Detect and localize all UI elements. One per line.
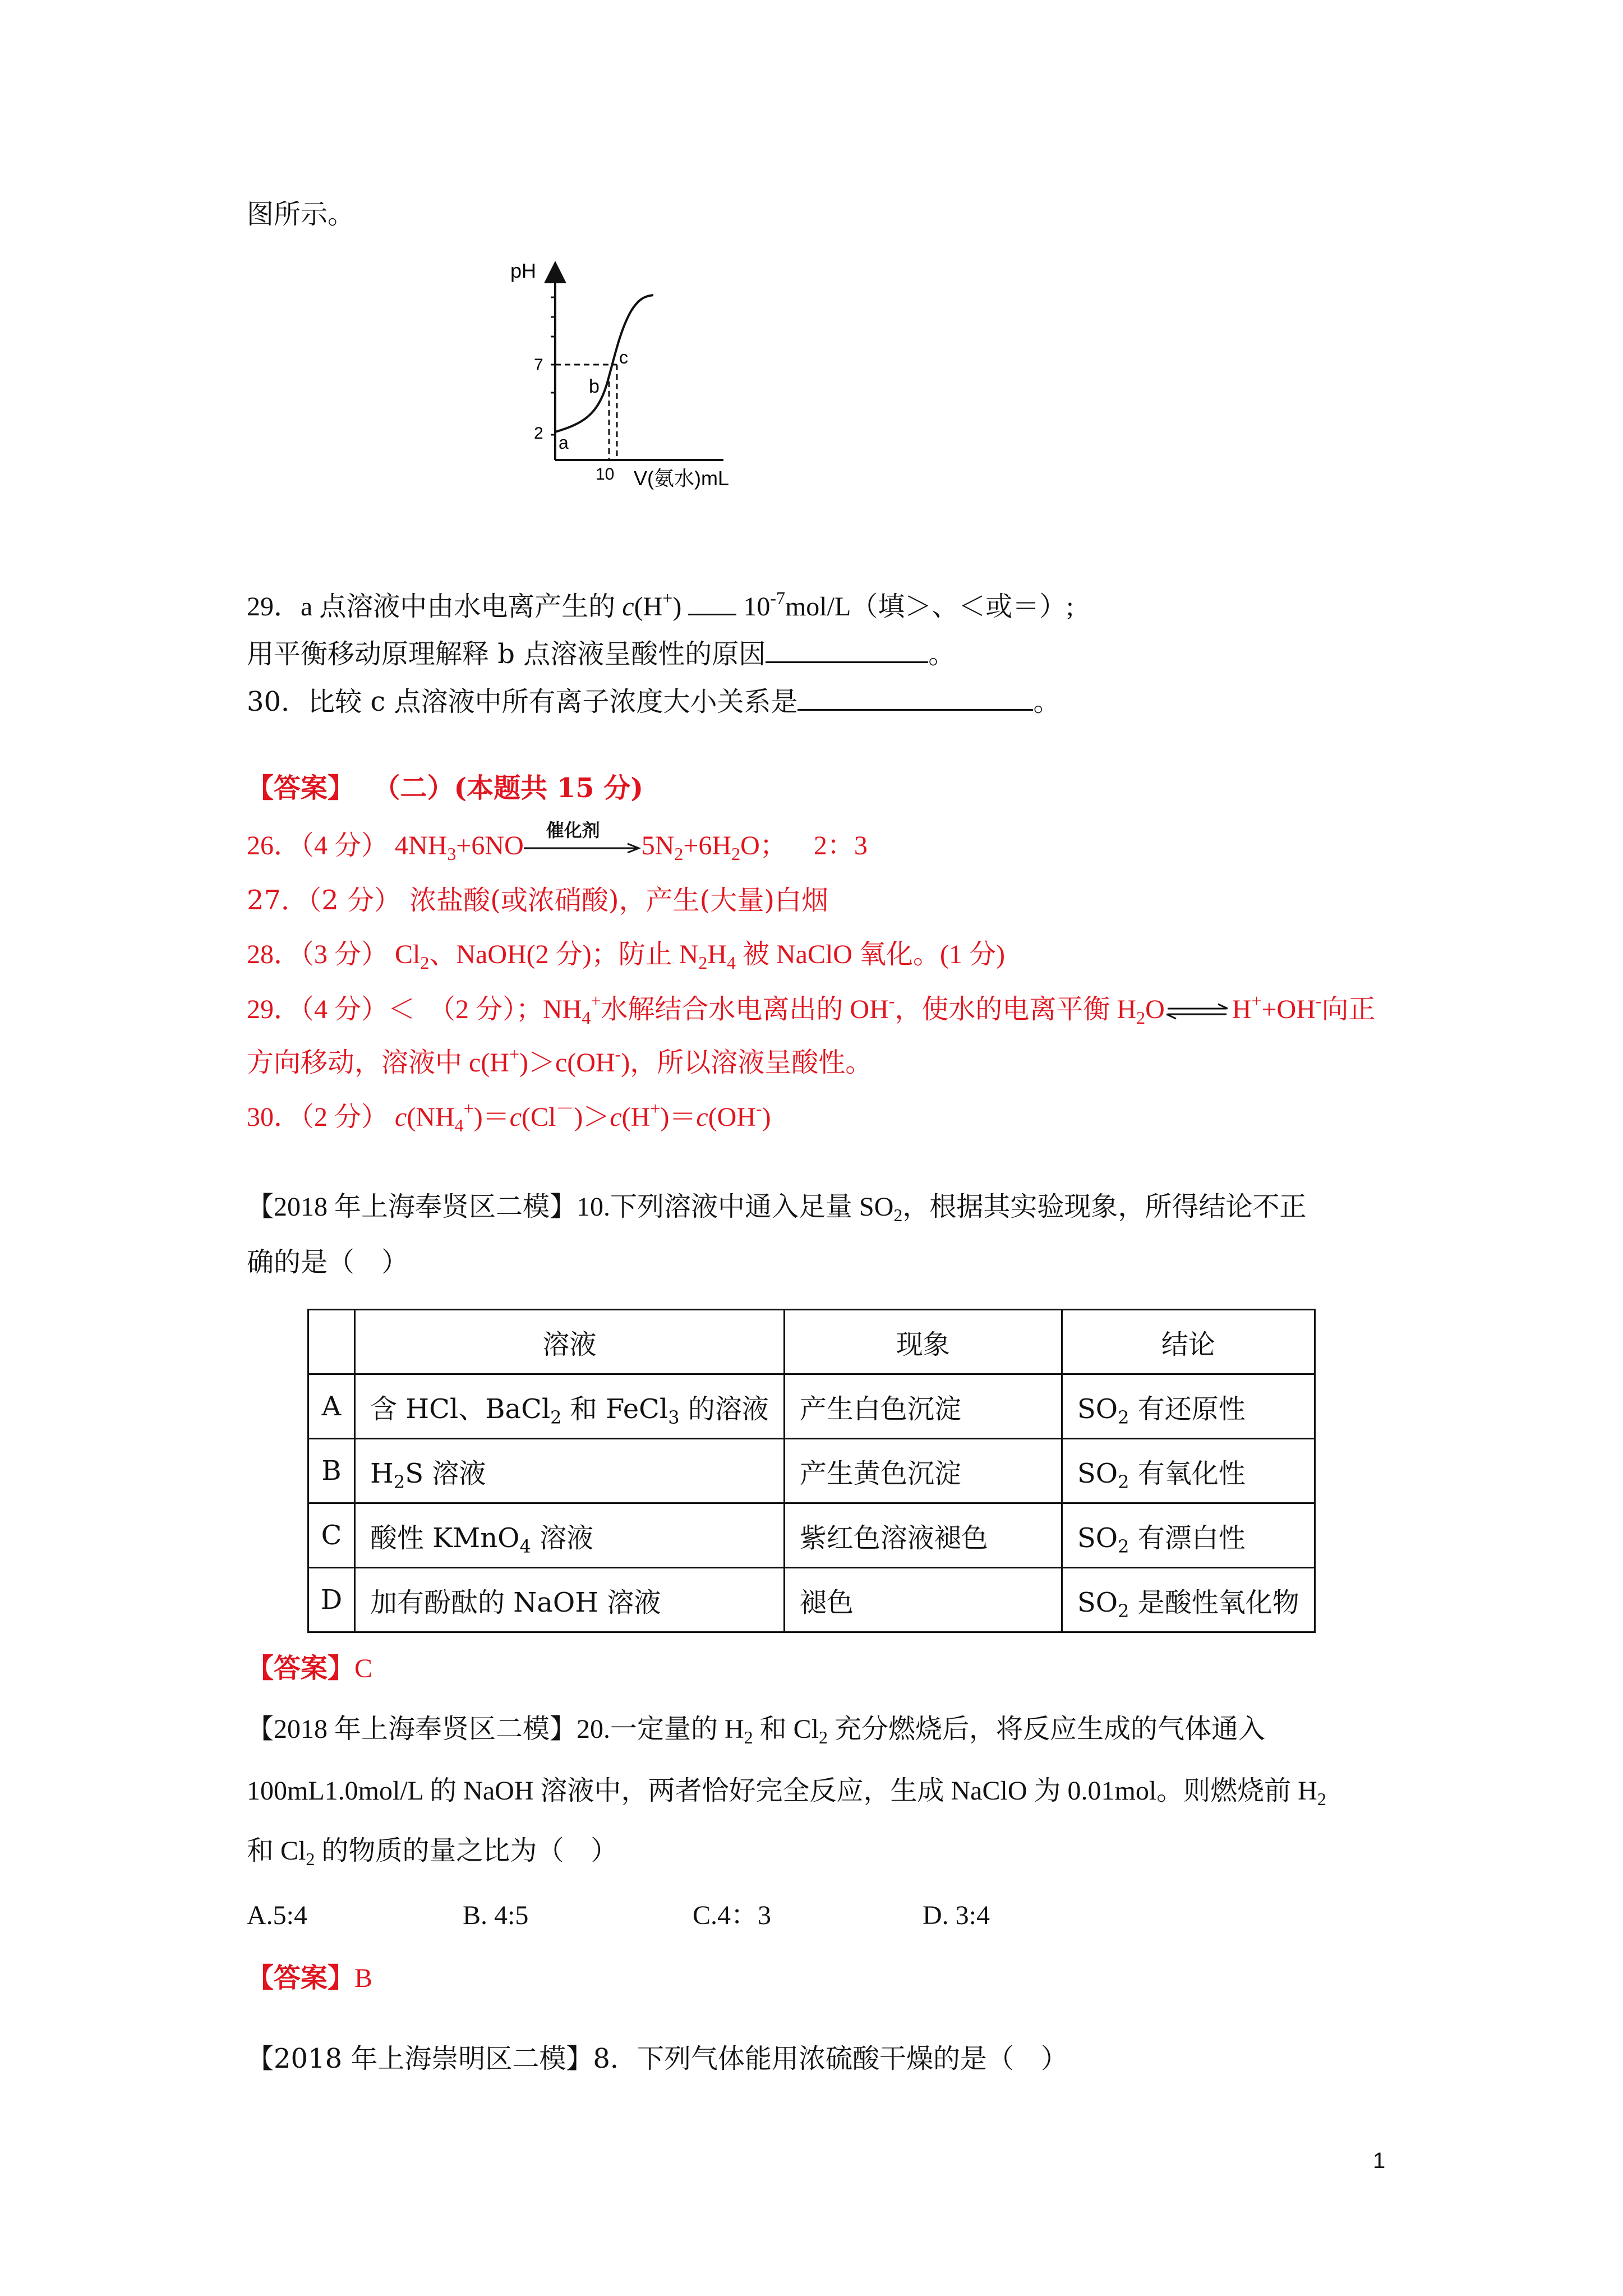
question-30: 30．比较 c 点溶液中所有离子浓度大小关系是 。 bbox=[247, 684, 1061, 719]
table-header-cell bbox=[308, 1310, 355, 1374]
answer-blank[interactable] bbox=[766, 637, 928, 663]
question-10-line2: 确的是（ ） bbox=[247, 1246, 409, 1278]
tick-label-7: 7 bbox=[534, 356, 543, 374]
answer-29-line2: 方向移动，溶液中 c(H+)＞c(OH-)，所以溶液呈酸性。 bbox=[247, 1044, 873, 1078]
answer-28: 28．（3 分） $Cl_2$、NaOH(2 分)；防止 $N_2H_4$ 被 NaClO 氧化。(1 分) bbox=[247, 940, 1005, 973]
answer-27: 27．（2 分） 浓盐酸(或浓硝酸)，产生(大量)白烟 bbox=[247, 885, 829, 916]
question-20-line1: 【2018 年上海奉贤区二模】20.一定量的 $H_2$ 和 $Cl_2$ 充分燃烧后，将反应生成的气体通入 bbox=[247, 1714, 1266, 1747]
titration-graph bbox=[499, 252, 763, 499]
question-8: 【2018 年上海崇明区二模】8．下列气体能用浓硫酸干燥的是（ ） bbox=[247, 2043, 1068, 2074]
option-d: D. 3:4 bbox=[923, 1901, 990, 1930]
table-header-cell: 结论 bbox=[1062, 1310, 1315, 1374]
table-row: C 酸性 KMnO$_4$ 溶液 紫红色溶液褪色 $SO_2$ 有漂白性 bbox=[308, 1503, 1315, 1568]
answer-blank[interactable] bbox=[688, 589, 736, 615]
table-header-cell: 溶液 bbox=[355, 1310, 785, 1374]
question-20-line2: 100mL1.0mol/L 的 NaOH 溶液中，两者恰好完全反应，生成 NaClO 为 0.01mol。则燃烧前 $H_2$ bbox=[247, 1776, 1326, 1809]
catalyst-arrow: 催化剂 bbox=[524, 837, 642, 859]
option-a: A.5:4 bbox=[247, 1901, 307, 1930]
option-c: C.4：3 bbox=[693, 1901, 772, 1930]
answer-q20: 【答案】B bbox=[247, 1963, 373, 1993]
answer-header: 【答案】 （二）(本题共 15 分) bbox=[247, 772, 644, 804]
experiment-table bbox=[307, 1309, 1316, 1633]
question-20-line3: 和 $Cl_2$ 的物质的量之比为（ ） bbox=[247, 1836, 618, 1869]
answer-30: 30．（2 分） $c(NH_4^+)=c(Cl^-)>c(H^+)=c(OH^-)$ bbox=[247, 1098, 771, 1135]
option-b: B. 4:5 bbox=[463, 1901, 529, 1930]
answer-blank[interactable] bbox=[797, 684, 1033, 711]
equilibrium-arrow bbox=[1165, 1001, 1232, 1023]
answer-26: 26．（4 分） $4NH_3+6NO$ 催化剂 $5N_2+6H_2O$； 2：3 bbox=[247, 819, 868, 864]
page-number: 1 bbox=[1373, 2148, 1386, 2173]
question-10-line1: 【2018 年上海奉贤区二模】10.下列溶液中通入足量 $SO_2$，根据其实验现象，所得结论不正 bbox=[247, 1192, 1307, 1225]
titration-curve bbox=[555, 295, 653, 432]
answer-q10: 【答案】C bbox=[247, 1654, 373, 1683]
table-header-row bbox=[308, 1310, 1315, 1374]
table-row: D 加有酚酞的 NaOH 溶液 褪色 $SO_2$ 是酸性氧化物 bbox=[308, 1568, 1315, 1632]
tick-label-2: 2 bbox=[534, 424, 543, 443]
y-axis-label: pH bbox=[510, 259, 537, 282]
table-row: A 含 HCl、BaCl$_2$ 和 FeCl$_3$ 的溶液 产生白色沉淀 $SO_2$ 有还原性 bbox=[308, 1374, 1315, 1439]
answer-29-line1: 29．（4 分）＜ （2 分）；$NH_4^+$水解结合水电离出的 OH-，使水的电离平衡 $H_2O$ H++OH-向正 bbox=[247, 991, 1376, 1028]
table-header-cell: 现象 bbox=[784, 1310, 1062, 1374]
point-label-b: b bbox=[589, 376, 600, 397]
question-29-line1: 29．a 点溶液中由水电离产生的 c(H+) $10^{-7}mol/L$（填＞、＜或＝）; bbox=[247, 588, 1074, 622]
point-label-c: c bbox=[619, 347, 628, 367]
question-29-line2: 用平衡移动原理解释 b 点溶液呈酸性的原因 。 bbox=[247, 637, 955, 671]
tick-label-10: 10 bbox=[596, 465, 615, 484]
intro-text: 图所示。 bbox=[247, 199, 355, 230]
point-label-a: a bbox=[559, 432, 569, 453]
x-axis-label: V(氨水)mL bbox=[634, 467, 729, 490]
table-row: B $H_2S$ 溶液 产生黄色沉淀 $SO_2$ 有氧化性 bbox=[308, 1439, 1315, 1503]
